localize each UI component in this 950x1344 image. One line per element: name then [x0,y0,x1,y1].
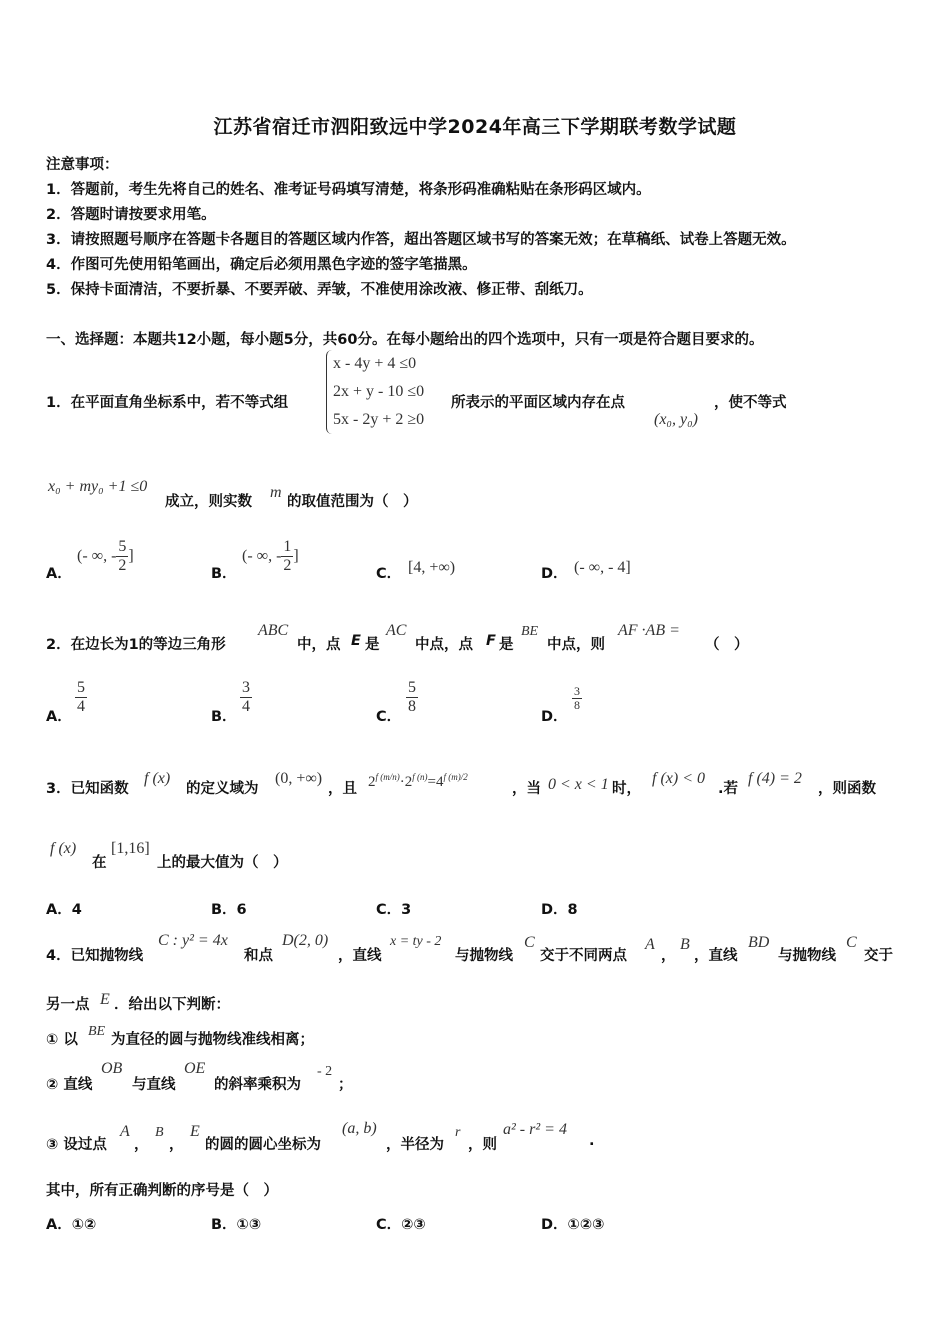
q4-text-h: 交于 [864,948,893,964]
q1-m: m [270,484,282,501]
q4-option-b: B．①③ [211,1217,262,1233]
notice-item-1: 1．答题前，考生先将自己的姓名、准考证号码填写清楚，将条形码准确粘贴在条形码区域内。 [46,182,651,198]
q3-text-h: 在 [92,855,107,871]
q4-text-a: 4．已知抛物线 [46,948,144,964]
q1-point: (x₀, y₀) [654,411,698,428]
q2-option-d: $\frac{3}{8}$ [574,684,580,713]
q1-option-a-frac: $\frac{5}{2}$ [118,538,127,574]
q3-option-b: B．6 [211,902,247,918]
q4-judgement-2d: ； [338,1077,353,1093]
notice-item-4: 4．作图可先使用铅笔画出，确定后必须用黑色字迹的签字笔描黑。 [46,257,477,273]
q2-text-f: 中点，则 [547,637,605,653]
q3-text-a: 3．已知函数 [46,781,129,797]
q1-option-b-frac: $\frac{1}{2}$ [283,538,292,574]
notice-heading: 注意事项： [46,157,119,173]
q3-text-g: ，则函数 [818,781,876,797]
q4-c: C [524,934,535,951]
q4-judgement-1a: ① 以 [46,1032,78,1048]
q4-text-e: 交于不同两点 [540,948,627,964]
q4-line: x = ty - 2 [390,934,442,949]
q4-judgement-3c: ，半径为 [386,1137,444,1153]
q4-text-k: 其中，所有正确判断的序号是（ ） [46,1183,278,1199]
q1-text-c: ，使不等式 [714,395,787,411]
q1-option-b-label: B． [211,566,237,582]
q2-text-c: 是 [365,637,380,653]
q4-text-i: 另一点 [46,997,90,1013]
q4-judgement-3-center: (a, b) [342,1120,377,1137]
q4-judgement-3-e: E [190,1123,200,1140]
q4-a: A [645,936,655,953]
q4-option-a: A．①② [46,1217,97,1233]
q3-negative: f (x) < 0 [652,770,705,787]
q4-judgement-3-eq: a² - r² = 4 [503,1121,567,1138]
q2-option-b-label: B． [211,709,237,725]
q1-text-a: 1．在平面直角坐标系中，若不等式组 [46,395,289,411]
q3-equation: $2^{f (m/n)}\cdot 2^{f (n)}=4^{f (m)/2}$ [368,772,468,790]
q1-text-d: 成立，则实数 [165,494,252,510]
section-heading: 一、选择题：本题共12小题，每小题5分，共60分。在每小题给出的四个选项中，只有一项是符合题目要求的。 [46,332,764,348]
q1-ineq-1: x - 4y + 4 ≤0 [333,355,417,372]
q3-text-e: 时， [612,781,641,797]
notice-item-5: 5．保持卡面清洁，不要折暴、不要弄破、弄皱，不准使用涂改液、修正带、刮纸刀。 [46,282,593,298]
q2-option-a: $\frac{5}{4}$ [77,679,85,715]
notice-item-2: 2．答题时请按要求用笔。 [46,207,216,223]
notice-item-3: 3．请按照题号顺序在答题卡各题目的答题区域内作答，超出答题区域书写的答案无效；在草稿纸、试卷上答题无效。 [46,232,796,248]
q1-option-c-label: C． [376,566,402,582]
q1-text-e: 的取值范围为（ ） [287,494,418,510]
q4-point-d: D(2, 0) [282,932,329,949]
q2-option-c-label: C． [376,709,402,725]
q4-judgement-3e: . [589,1133,595,1149]
q1-option-a-label: A． [46,566,72,582]
q1-ineq-2: 2x + y - 10 ≤0 [333,383,425,400]
q4-bd: BD [748,934,770,951]
q2-expression: AF ·AB = [618,622,680,639]
q2-text-e: 是 [499,637,514,653]
q2-text-g: （ ） [705,637,749,653]
q2-text-d: 中点，点 [415,637,473,653]
q4-b: B [680,936,690,953]
q4-judgement-2a: ② 直线 [46,1077,93,1093]
q4-option-c: C．②③ [376,1217,426,1233]
q1-option-a: (- ∞, - $\frac{5}{2}$ ] [77,538,134,574]
q4-judgement-3-sep1: ， [134,1137,149,1153]
q3-text-f: .若 [718,781,739,797]
q4-c-2: C [846,934,857,951]
q3-f4: f (4) = 2 [748,770,802,787]
q2-option-b: $\frac{3}{4}$ [242,679,250,715]
q2-option-a-label: A． [46,709,72,725]
q4-text-c: ，直线 [338,948,382,964]
q4-judgement-3b: 的圆的圆心坐标为 [205,1137,321,1153]
q1-option-c: [4, +∞) [408,559,456,576]
q4-judgement-3-b: B [155,1125,164,1140]
q2-f: F [486,633,496,649]
q4-judgement-2-ob: OB [101,1060,123,1077]
q1-option-d: (- ∞, - 4] [574,559,631,576]
q2-e: E [351,633,361,649]
q2-option-c: $\frac{5}{8}$ [408,679,416,715]
q3-option-c: C．3 [376,902,412,918]
q1-condition: x₀ + my₀ +1 ≤0 [48,478,148,495]
q2-abc: ABC [258,622,289,639]
q4-judgement-2b: 与直线 [132,1077,176,1093]
q4-judgement-3d: ，则 [468,1137,497,1153]
q3-fx: f (x) [144,770,171,787]
q3-text-c: ，且 [328,781,357,797]
q2-text-b: 中，点 [297,637,341,653]
q2-ac: AC [386,622,407,639]
q4-option-d: D．①②③ [541,1217,605,1233]
q3-fx-2: f (x) [50,840,77,857]
q3-domain: (0, +∞) [275,770,323,787]
q2-be: BE [521,624,539,639]
q4-text-f: ，直线 [694,948,738,964]
q2-text-a: 2．在边长为1的等边三角形 [46,637,226,653]
q3-option-d: D．8 [541,902,578,918]
q1-text-b: 所表示的平面区域内存在点 [451,395,625,411]
q3-interval: [1,16] [111,840,150,857]
q4-parabola: C : y² = 4x [158,932,228,949]
q4-judgement-3-sep2: ， [169,1137,184,1153]
q4-e: E [100,991,110,1008]
q3-range: 0 < x < 1 [548,776,609,793]
q4-text-j: ．给出以下判断： [114,997,230,1013]
q4-sep: ， [661,948,676,964]
q4-judgement-2c: 的斜率乘积为 [214,1077,301,1093]
q4-judgement-3-a: A [120,1123,130,1140]
q4-judgement-3a: ③ 设过点 [46,1137,107,1153]
q4-judgement-1b: 为直径的圆与抛物线准线相离； [111,1032,314,1048]
q3-text-i: 上的最大值为（ ） [157,855,288,871]
q4-judgement-1-be: BE [88,1024,106,1039]
q4-text-g: 与抛物线 [778,948,836,964]
page-title: 江苏省宿迁市泗阳致远中学2024年高三下学期联考数学试题 [213,116,737,138]
q2-option-d-label: D． [541,709,568,725]
q3-text-d: ，当 [512,781,541,797]
q3-option-a: A．4 [46,902,82,918]
q1-option-d-label: D． [541,566,568,582]
q4-judgement-2-value: - 2 [317,1064,333,1079]
q4-text-b: 和点 [244,948,273,964]
q1-ineq-3: 5x - 2y + 2 ≥0 [333,411,425,428]
q1-option-b: (- ∞, - $\frac{1}{2}$ ] [242,538,299,574]
q3-text-b: 的定义域为 [186,781,259,797]
q1-inequality-system [326,350,424,434]
q4-judgement-2-oe: OE [184,1060,206,1077]
q4-text-d: 与抛物线 [455,948,513,964]
q4-judgement-3-r: r [455,1125,461,1140]
